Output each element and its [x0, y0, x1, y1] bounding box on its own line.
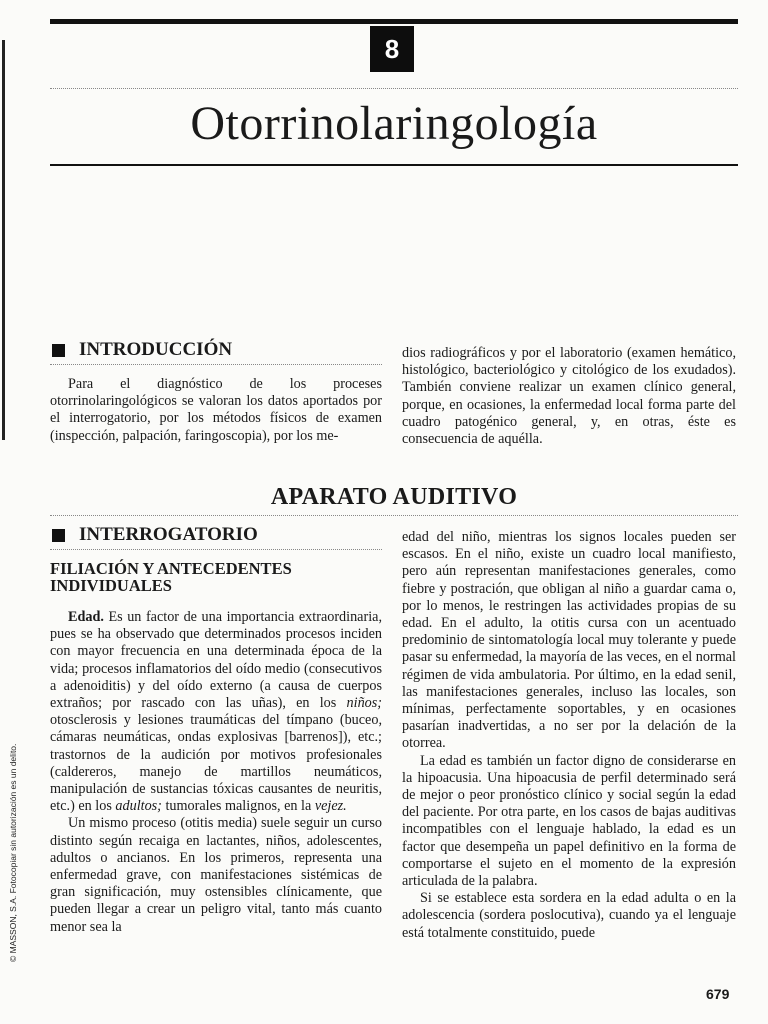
- edad-text-a: Es un factor de una importancia extraordinaria, pues se ha observado que determinados procesos inciden con mayor frecuencia en una determinada época de la vida; procesos inflamatorios del oído medio (consecutivos a adenoiditis) y del oído externo (a causa de cuerpos extraños; por rascado con las uñas), en los: [50, 609, 382, 712]
- intro-paragraph-right: dios radiográficos y por el laboratorio (examen hemático, histológico, bacteriológico y citológico de los exudados). También conviene realizar un examen clínico general, porque, en ocasiones, la enfermedad local forma parte del cuadro patogénico general, y, en otras, éste es consecuencia de aquélla.: [402, 345, 736, 448]
- otitis-paragraph: Un mismo proceso (otitis media) suele seguir un curso distinto según recaiga en lactantes, niños, adolescentes, adultos o ancianos. En los primeros, representa una enfermedad grave, con manifestaciones sistémicas de gran significación, muy ostensibles clínicamente, que pueden llegar a crear un peligro vital, tanto más cuanto menor sea la: [50, 815, 382, 935]
- edad-paragraph: [50, 609, 382, 815]
- right-paragraph-2: La edad es también un factor digno de considerarse en la hipoacusia. Una hipoacusia de perfil determinado será de mejor o peor pronóstico clínico y social según la edad del paciente. Por otra parte, en los casos de bajas auditivas incompatibles con el lenguaje hablado, la edad es un factor que desempeña un papel definitivo en la forma de comportarse el sujeto en el momento de la expresión articulada de la palabra.: [402, 752, 736, 890]
- intro-left-column: [50, 376, 382, 445]
- square-bullet-icon: [52, 529, 65, 542]
- edad-em-ninos: niños;: [346, 695, 382, 712]
- chapter-title: Otorrinolaringología: [190, 97, 598, 150]
- chapter-number-badge: 8: [370, 26, 414, 72]
- copyright-notice: © MASSON, S.A. Fotocopiar sin autorización es un delito.: [8, 743, 18, 962]
- scan-edge-mark: [2, 40, 5, 440]
- edad-em-adultos: adultos;: [115, 798, 162, 815]
- page-number: 679: [706, 986, 730, 1002]
- section-dotted-divider: [50, 515, 738, 516]
- edad-text-c: tumorales malignos, en la: [161, 798, 315, 815]
- section-title: APARATO AUDITIVO: [270, 484, 518, 510]
- right-column: [402, 529, 736, 942]
- interrogatorio-heading-text: INTERROGATORIO: [79, 524, 258, 545]
- square-bullet-icon: [52, 344, 65, 357]
- top-rule: [50, 19, 738, 24]
- edad-em-vejez: vejez.: [314, 798, 347, 815]
- title-rule: [50, 164, 738, 166]
- intro-paragraph-left: Para el diagnóstico de los proceses otorrinolaringológicos se valoran los datos aportados por el interrogatorio, por los métodos físicos de examen (inspección, palpación, faringoscopia), por los me-: [50, 376, 382, 444]
- interrogatorio-heading: [52, 524, 258, 546]
- intro-right-column: [402, 345, 736, 448]
- left-column: [50, 609, 382, 936]
- intro-heading-text: INTRODUCCIÓN: [79, 339, 233, 360]
- dotted-divider: [50, 88, 738, 89]
- interrogatorio-underline: [50, 549, 382, 550]
- right-paragraph-1: edad del niño, mientras los signos locales pueden ser escasos. En el niño, existe un cuadro local manifiesto, pero aún representan manifestaciones generales, como fiebre y postración, que obligan al niño a guardar cama o, por lo menos, le restringen las actividades propias de su edad. En el adulto, la otitis cursa con un acentuado predominio de sintomatología local muy tolerante y puede pasar su enfermedad, la mayoría de las veces, en el normal régimen de vida ambulatoria. Por último, en la edad senil, las manifestaciones generales, incluso las locales, son mínimas, perfectamente soportables, y en ocasiones pasarían inadvertidas, a no ser por la delación de la otorrea.: [402, 529, 736, 752]
- right-paragraph-3: Si se establece esta sordera en la edad adulta o en la adolescencia (sordera poslocutiva), cuando ya el lenguaje está totalmente constituido, puede: [402, 890, 736, 941]
- intro-heading: [52, 339, 232, 361]
- intro-heading-underline: [50, 364, 382, 365]
- subheading: FILIACIÓN Y ANTECEDENTES INDIVIDUALES: [50, 559, 292, 595]
- edad-text-b: otosclerosis y lesiones traumáticas del tímpano (buceo, cámaras neumáticas, ondas explosivas [barrenos]), etc.; trastornos de la audición por motivos profesionales (caldereros, manejo de martillos neumáticos, manipulación de sustancias tóxicas causantes de neuritis, etc.) en los: [50, 712, 382, 815]
- edad-lead: Edad.: [68, 609, 104, 625]
